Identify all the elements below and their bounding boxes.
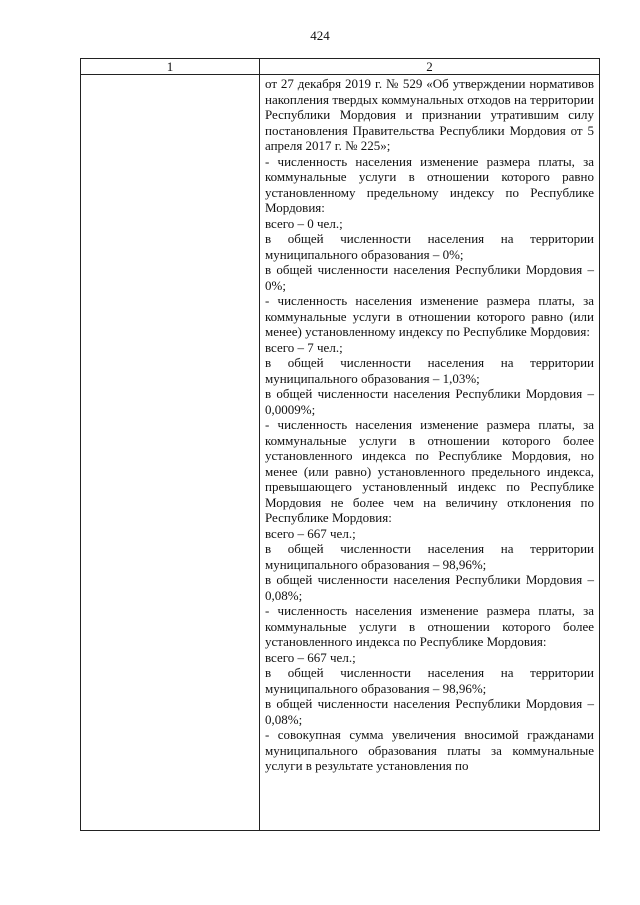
paragraph: всего – 667 чел.; (265, 525, 356, 541)
paragraph: всего – 7 чел.; (265, 339, 343, 355)
document-table (80, 58, 600, 831)
paragraph: в общей численности населения на территории муниципального образования – 0%; (265, 231, 594, 262)
paragraph: в общей численности населения Республики Мордовия – 0,08%; (265, 696, 594, 727)
column-divider (259, 59, 260, 830)
paragraph: - численность населения изменение размера платы, за коммунальные услуги в отношении которого равно установленному предельному индексу по Республике Мордовия: (265, 153, 594, 215)
paragraph: в общей численности населения Республики Мордовия – 0,0009%; (265, 386, 594, 417)
table-header-row (81, 59, 599, 75)
paragraph: - совокупная сумма увеличения вносимой гражданами муниципального образования платы за коммунальные услуги в результате установления по (265, 727, 594, 773)
page-number: 424 (310, 28, 330, 43)
paragraph: - численность населения изменение размера платы, за коммунальные услуги в отношении которого более установленного индекса по Республике Мордовия, но менее (или равно) установленного предельного индекса, превышающего установленный индекс по Республике Мордовия не более чем на величину отклонения по Республике Мордовия: (265, 417, 594, 525)
paragraph: в общей численности населения на территории муниципального образования – 1,03%; (265, 355, 594, 386)
paragraph: всего – 667 чел.; (265, 649, 356, 665)
paragraph: - численность населения изменение размера платы, за коммунальные услуги в отношении которого более установленного индекса по Республике Мордовия: (265, 603, 594, 649)
paragraph: в общей численности населения Республики Мордовия – 0%; (265, 262, 594, 293)
paragraph: - численность населения изменение размера платы, за коммунальные услуги в отношении которого равно (или менее) установленному индексу по Республике Мордовия: (265, 293, 594, 339)
paragraph: от 27 декабря 2019 г. № 529 «Об утверждении нормативов накопления твердых коммунальных отходов на территории Республики Мордовия и признании утратившим силу постановления Правительства Республики Мордовия от 5 апреля 2017 г. № 225»; (265, 76, 594, 153)
paragraph: всего – 0 чел.; (265, 215, 343, 231)
paragraph: в общей численности населения Республики Мордовия – 0,08%; (265, 572, 594, 603)
paragraph: в общей численности населения на территории муниципального образования – 98,96%; (265, 665, 594, 696)
paragraph: в общей численности населения на территории муниципального образования – 98,96%; (265, 541, 594, 572)
column-2-cell (265, 76, 594, 774)
column-1-header: 1 (166, 59, 174, 74)
column-2-header: 2 (426, 59, 433, 74)
